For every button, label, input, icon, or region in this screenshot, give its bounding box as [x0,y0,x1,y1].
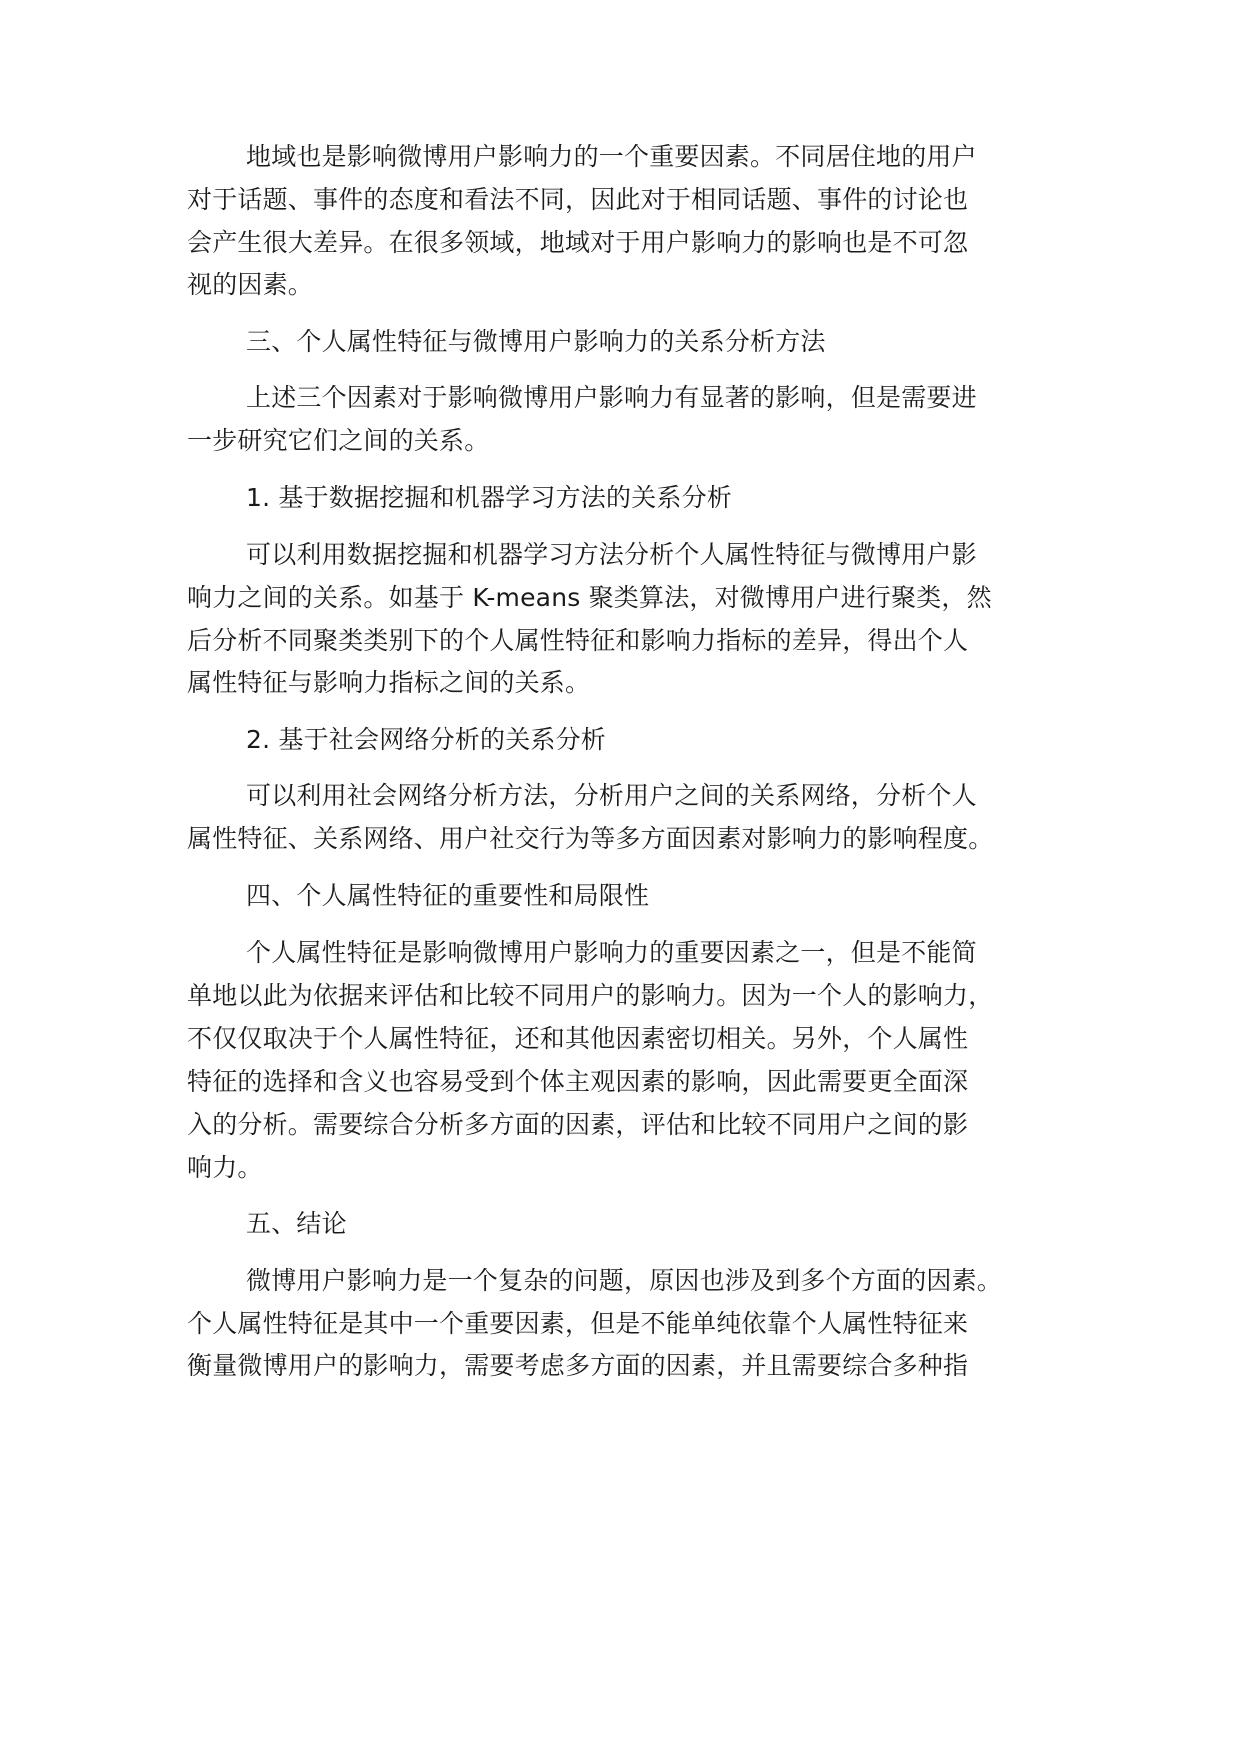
text-line: 衡量微博用户的影响力，需要考虑多方面的因素，并且需要综合多种指 [187,1351,969,1380]
text-line: 可以利用数据挖掘和机器学习方法分析个人属性特征与微博用户影 [246,540,977,569]
text-line: 个人属性特征是影响微博用户影响力的重要因素之一，但是不能简 [246,938,977,967]
text-line: 后分析不同聚类类别下的个人属性特征和影响力指标的差异，得出个人 [187,626,969,655]
text-line: 属性特征、关系网络、用户社交行为等多方面因素对影响力的影响程度。 [187,824,994,853]
text-line: 属性特征与影响力指标之间的关系。 [187,668,591,697]
subsection-heading: 1. 基于数据挖掘和机器学习方法的关系分析 [246,483,733,512]
section-heading: 三、个人属性特征与微博用户影响力的关系分析方法 [246,327,826,356]
text-line: 个人属性特征是其中一个重要因素，但是不能单纯依靠个人属性特征来 [187,1309,969,1338]
text-line: 可以利用社会网络分析方法，分析用户之间的关系网络，分析个人 [246,781,977,810]
text-line: 入的分析。需要综合分析多方面的因素，评估和比较不同用户之间的影 [187,1110,969,1139]
text-line: 单地以此为依据来评估和比较不同用户的影响力。因为一个人的影响力， [187,981,994,1010]
text-line: 响力之间的关系。如基于 K-means 聚类算法，对微博用户进行聚类，然 [187,583,992,612]
text-line: 视的因素。 [187,270,314,299]
text-line: 一步研究它们之间的关系。 [187,426,490,455]
text-line: 响力。 [187,1153,263,1182]
text-line: 会产生很大差异。在很多领域，地域对于用户影响力的影响也是不可忽 [187,228,969,257]
text-line: 特征的选择和含义也容易受到个体主观因素的影响，因此需要更全面深 [187,1067,969,1096]
text-line: 不仅仅取决于个人属性特征，还和其他因素密切相关。另外，个人属性 [187,1024,969,1053]
text-line: 上述三个因素对于影响微博用户影响力有显著的影响，但是需要进 [246,383,977,412]
text-line: 对于话题、事件的态度和看法不同，因此对于相同话题、事件的讨论也 [187,185,969,214]
text-line: 地域也是影响微博用户影响力的一个重要因素。不同居住地的用户 [246,142,977,171]
subsection-heading: 2. 基于社会网络分析的关系分析 [246,725,607,754]
section-heading: 四、个人属性特征的重要性和局限性 [246,881,650,910]
text-line: 微博用户影响力是一个复杂的问题，原因也涉及到多个方面的因素。 [246,1266,1003,1295]
section-heading: 五、结论 [246,1209,347,1238]
